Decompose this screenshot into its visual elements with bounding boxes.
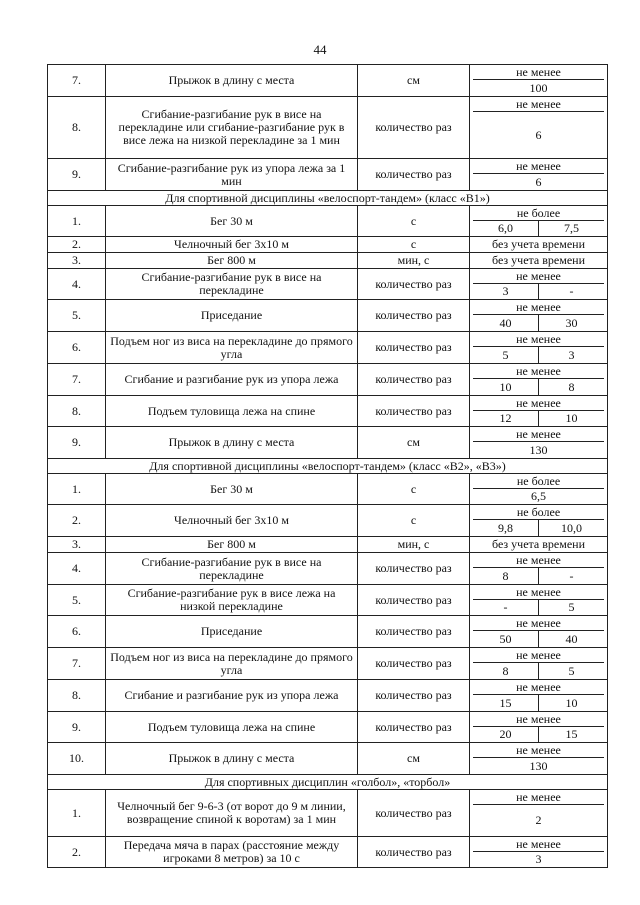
norm-value: 50 [499,631,512,646]
unit-cell: количество раз [358,837,470,868]
norm-condition: не менее [473,364,604,379]
norm-cell [470,837,608,868]
norm-condition: не менее [473,300,604,315]
unit-cell: количество раз [358,364,470,396]
exercise-name: Сгибание-разгибание рук в висе лежа на низкой перекладине [106,585,358,616]
row-number: 3. [48,537,106,553]
table-row [48,505,608,537]
norm-value: 6 [535,127,542,142]
norm-condition: не менее [473,269,604,284]
exercise-name: Приседание [106,616,358,648]
norm-value: 10,0 [538,520,604,536]
row-number: 7. [48,364,106,396]
row-number: 8. [48,680,106,712]
norm-value: 2 [535,813,542,827]
norm-cell [470,206,608,237]
exercise-name: Сгибание и разгибание рук из упора лежа [106,680,358,712]
table-row [48,427,608,459]
exercise-name: Сгибание-разгибание рук в висе на перекладине [106,269,358,300]
row-number: 9. [48,712,106,743]
norm-condition: не менее [473,427,604,442]
row-number: 9. [48,159,106,191]
norm-value: - [503,600,508,614]
norm-cell [470,427,608,459]
norm-value: 6,5 [531,489,546,503]
section-row [48,191,608,206]
exercise-name: Прыжок в длину с места [106,427,358,459]
row-number: 1. [48,206,106,237]
unit-cell: см [358,743,470,775]
table-row [48,837,608,868]
norm-condition: не менее [473,159,604,174]
norm-value: 5 [538,600,604,615]
norm-value: - [538,568,604,584]
norm-value: 6 [535,174,542,189]
table-row [48,332,608,364]
page-number: 44 [313,42,327,57]
row-number: 10. [48,743,106,775]
standards-table [47,64,608,868]
row-number: 7. [48,65,106,97]
exercise-name: Прыжок в длину с места [106,743,358,775]
exercise-name: Бег 30 м [106,474,358,505]
row-number: 2. [48,837,106,868]
section-title: Для спортивной дисциплины «велоспорт-тандем» (класс «В1») [48,191,608,206]
unit-cell: количество раз [358,585,470,616]
norm-value: без учета времени [492,253,585,267]
unit-cell: количество раз [358,790,470,837]
norm-value: 15 [538,727,604,742]
norm-cell [470,537,608,553]
table-row [48,396,608,427]
row-number: 8. [48,97,106,159]
exercise-name: Сгибание-разгибание рук в висе на перекладине [106,553,358,585]
norm-value: 3 [502,284,509,298]
table-row [48,206,608,237]
norm-condition: не менее [473,396,604,411]
norm-condition: не менее [473,332,604,347]
norm-condition: не менее [473,712,604,727]
exercise-name: Передача мяча в парах (расстояние между игроками 8 метров) за 10 с [106,837,358,868]
exercise-name: Подъем ног из виса на перекладине до прямого угла [106,332,358,364]
table-row [48,585,608,616]
row-number: 5. [48,300,106,332]
norm-value: 15 [499,695,512,710]
row-number: 7. [48,648,106,680]
row-number: 5. [48,585,106,616]
norm-condition: не более [473,474,604,489]
row-number: 3. [48,253,106,269]
norm-value: 8 [502,663,509,678]
norm-condition: не менее [473,790,604,805]
unit-cell: количество раз [358,269,470,300]
table-row [48,97,608,159]
unit-cell: с [358,505,470,537]
section-row [48,775,608,790]
table-row [48,300,608,332]
unit-cell: количество раз [358,300,470,332]
exercise-name: Сгибание и разгибание рук из упора лежа [106,364,358,396]
unit-cell: с [358,206,470,237]
table-row [48,537,608,553]
norm-condition: не более [473,505,604,520]
norm-value: 30 [538,315,604,331]
norm-cell [470,332,608,364]
norm-value: - [538,284,604,299]
norm-value: 3 [538,347,604,363]
norm-condition: не менее [473,648,604,663]
norm-cell [470,585,608,616]
unit-cell: мин, с [358,253,470,269]
norm-value: 5 [538,663,604,679]
norm-cell [470,680,608,712]
table-row [48,237,608,253]
row-number: 4. [48,553,106,585]
norm-cell [470,790,608,837]
standards-table-body [48,65,608,868]
norm-cell [470,743,608,775]
norm-condition: не менее [473,680,604,695]
table-row [48,364,608,396]
row-number: 6. [48,616,106,648]
row-number: 1. [48,790,106,837]
unit-cell: количество раз [358,712,470,743]
norm-value: 10 [538,695,604,711]
unit-cell: мин, с [358,537,470,553]
norm-value: 7,5 [538,221,604,236]
norm-cell [470,300,608,332]
norm-cell [470,396,608,427]
norm-value: 3 [535,852,542,866]
unit-cell: количество раз [358,396,470,427]
table-row [48,159,608,191]
section-title: Для спортивной дисциплины «велоспорт-тандем» (класс «В2», «В3») [48,459,608,474]
row-number: 6. [48,332,106,364]
section-title: Для спортивных дисциплин «голбол», «торбол» [48,775,608,790]
exercise-name: Прыжок в длину с места [106,65,358,97]
norm-value: 40 [499,315,512,330]
exercise-name: Челночный бег 3х10 м [106,505,358,537]
norm-value: 130 [529,758,548,773]
unit-cell: количество раз [358,332,470,364]
norm-cell [470,474,608,505]
norm-cell [470,65,608,97]
norm-value: 9,8 [498,520,513,535]
unit-cell: количество раз [358,680,470,712]
norm-value: 130 [529,442,548,457]
norm-cell [470,616,608,648]
norm-cell [470,505,608,537]
norm-value: 8 [502,568,509,583]
norm-condition: не менее [473,65,604,80]
exercise-name: Бег 30 м [106,206,358,237]
unit-cell: с [358,474,470,505]
table-row [48,553,608,585]
table-row [48,65,608,97]
exercise-name: Челночный бег 9-6-3 (от ворот до 9 м линии, возвращение спиной к воротам) за 1 мин [106,790,358,837]
row-number: 1. [48,474,106,505]
row-number: 9. [48,427,106,459]
norm-cell [470,97,608,159]
norm-condition: не менее [473,553,604,568]
norm-cell [470,648,608,680]
exercise-name: Приседание [106,300,358,332]
unit-cell: с [358,237,470,253]
norm-value: 10 [538,411,604,426]
norm-value: 10 [499,379,512,394]
row-number: 2. [48,505,106,537]
exercise-name: Сгибание-разгибание рук из упора лежа за 1 мин [106,159,358,191]
exercise-name: Подъем туловища лежа на спине [106,396,358,427]
table-row [48,648,608,680]
norm-condition: не менее [473,837,604,852]
table-row [48,616,608,648]
norm-cell [470,553,608,585]
unit-cell: количество раз [358,553,470,585]
exercise-name: Челночный бег 3х10 м [106,237,358,253]
section-row [48,459,608,474]
norm-condition: не менее [473,616,604,631]
norm-value: 40 [538,631,604,647]
table-row [48,712,608,743]
table-row [48,269,608,300]
norm-cell [470,712,608,743]
unit-cell: см [358,65,470,97]
norm-condition: не менее [473,743,604,758]
norm-value: 5 [502,347,509,362]
norm-value: без учета времени [492,237,585,251]
exercise-name: Сгибание-разгибание рук в висе на перекладине или сгибание-разгибание рук в висе лежа на низкой перекладине за 1 мин [106,97,358,159]
unit-cell: см [358,427,470,459]
norm-value: 8 [538,379,604,395]
table-row [48,253,608,269]
exercise-name: Подъем ног из виса на перекладине до прямого угла [106,648,358,680]
table-row [48,680,608,712]
norm-condition: не менее [473,585,604,600]
exercise-name: Бег 800 м [106,253,358,269]
norm-value: 100 [529,80,548,95]
norm-value: 12 [499,411,512,425]
table-row [48,790,608,837]
norm-cell [470,159,608,191]
norm-cell [470,253,608,269]
norm-cell [470,269,608,300]
norm-value: без учета времени [492,537,585,551]
norm-value: 6,0 [498,221,513,235]
row-number: 4. [48,269,106,300]
norm-cell [470,237,608,253]
row-number: 2. [48,237,106,253]
row-number: 8. [48,396,106,427]
unit-cell: количество раз [358,159,470,191]
exercise-name: Подъем туловища лежа на спине [106,712,358,743]
exercise-name: Бег 800 м [106,537,358,553]
unit-cell: количество раз [358,648,470,680]
norm-condition: не более [473,206,604,221]
norm-value: 20 [499,727,512,741]
norm-condition: не менее [473,97,604,112]
norm-cell [470,364,608,396]
unit-cell: количество раз [358,97,470,159]
table-row [48,474,608,505]
unit-cell: количество раз [358,616,470,648]
table-row [48,743,608,775]
